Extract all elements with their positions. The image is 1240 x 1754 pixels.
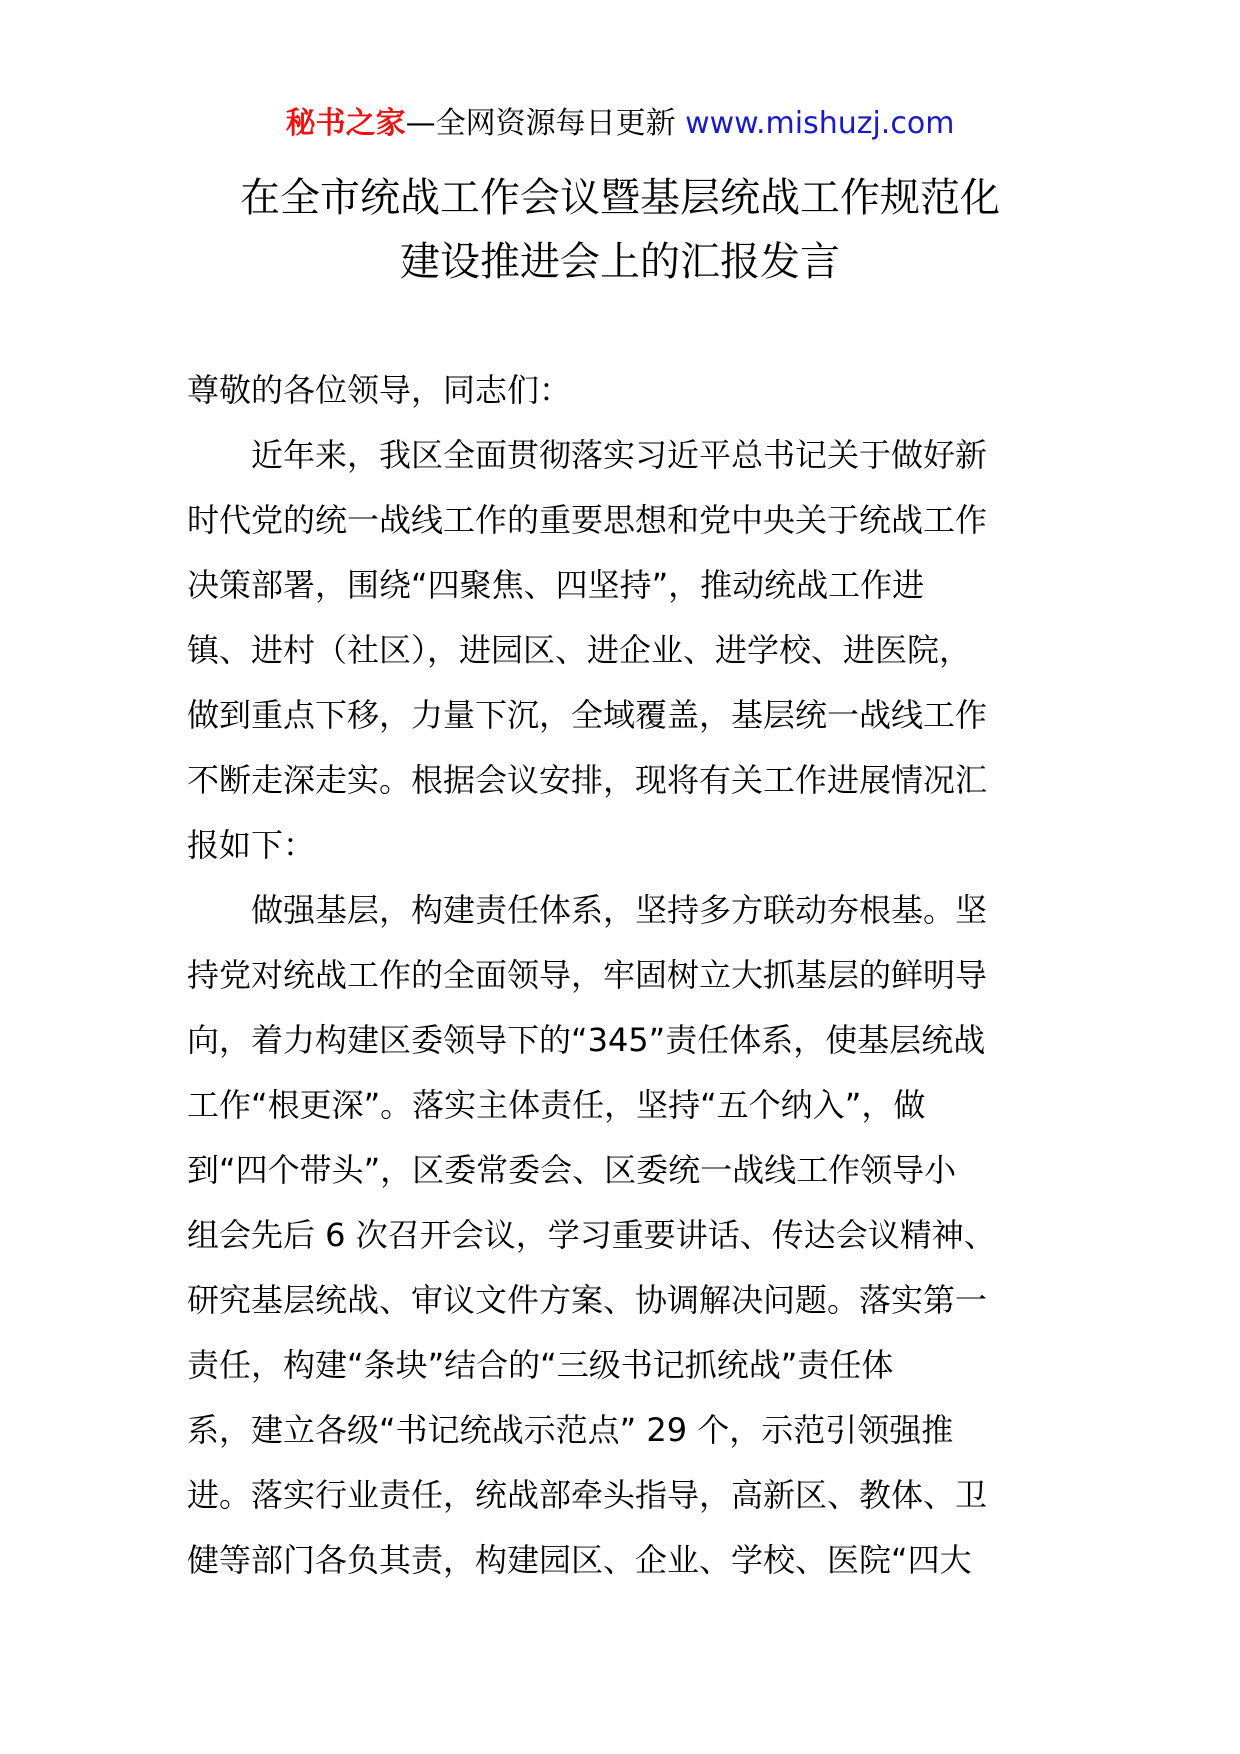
body-line: 向，着力构建区委领导下的“345”责任体系，使基层统战 [187,1021,986,1059]
body-line: 不断走深走实。根据会议安排，现将有关工作进展情况汇 [187,761,988,799]
title-line-1: 在全市统战工作会议暨基层统战工作规范化 [240,175,1000,221]
header-slogan: —全网资源每日更新 [405,106,676,141]
body-line: 决策部署，围绕“四聚焦、四坚持”，推动统战工作进 [187,566,925,604]
body-line: 研究基层统战、审议文件方案、协调解决问题。落实第一 [187,1281,988,1319]
body-line: 近年来，我区全面贯彻落实习近平总书记关于做好新 [187,436,988,474]
body-line: 持党对统战工作的全面领导，牢固树立大抓基层的鲜明导 [187,956,988,994]
brand-name: 秘书之家 [285,106,406,141]
body-line: 镇、进村（社区），进园区、进企业、进学校、进医院， [187,631,972,669]
body-line: 报如下： [187,826,316,864]
document-body [187,358,1057,1593]
body-line: 工作“根更深”。落实主体责任，坚持“五个纳入”，做 [187,1086,926,1124]
salutation: 尊敬的各位领导，同志们： [187,371,572,409]
body-line: 进。落实行业责任，统战部牵头指导，高新区、教体、卫 [187,1476,988,1514]
body-line: 做到重点下移，力量下沉，全域覆盖，基层统一战线工作 [187,696,988,734]
body-line: 做强基层，构建责任体系，坚持多方联动夯根基。坚 [187,891,988,929]
body-line: 系，建立各级“书记统战示范点” 29 个，示范引领强推 [187,1411,954,1449]
body-line: 责任，构建“条块”结合的“三级书记抓统战”责任体 [187,1346,894,1384]
document-title [0,166,1240,294]
body-line: 到“四个带头”，区委常委会、区委统一战线工作领导小 [187,1151,957,1189]
title-line-2: 建设推进会上的汇报发言 [400,239,840,285]
body-line: 组会先后 6 次召开会议，学习重要讲话、传达会议精神、 [187,1216,996,1254]
body-line: 健等部门各负其责，构建园区、企业、学校、医院“四大 [187,1541,972,1579]
body-line: 时代党的统一战线工作的重要思想和党中央关于统战工作 [187,501,988,539]
site-header [0,104,1240,144]
site-url-link[interactable]: www.mishuzj.com [675,106,955,141]
